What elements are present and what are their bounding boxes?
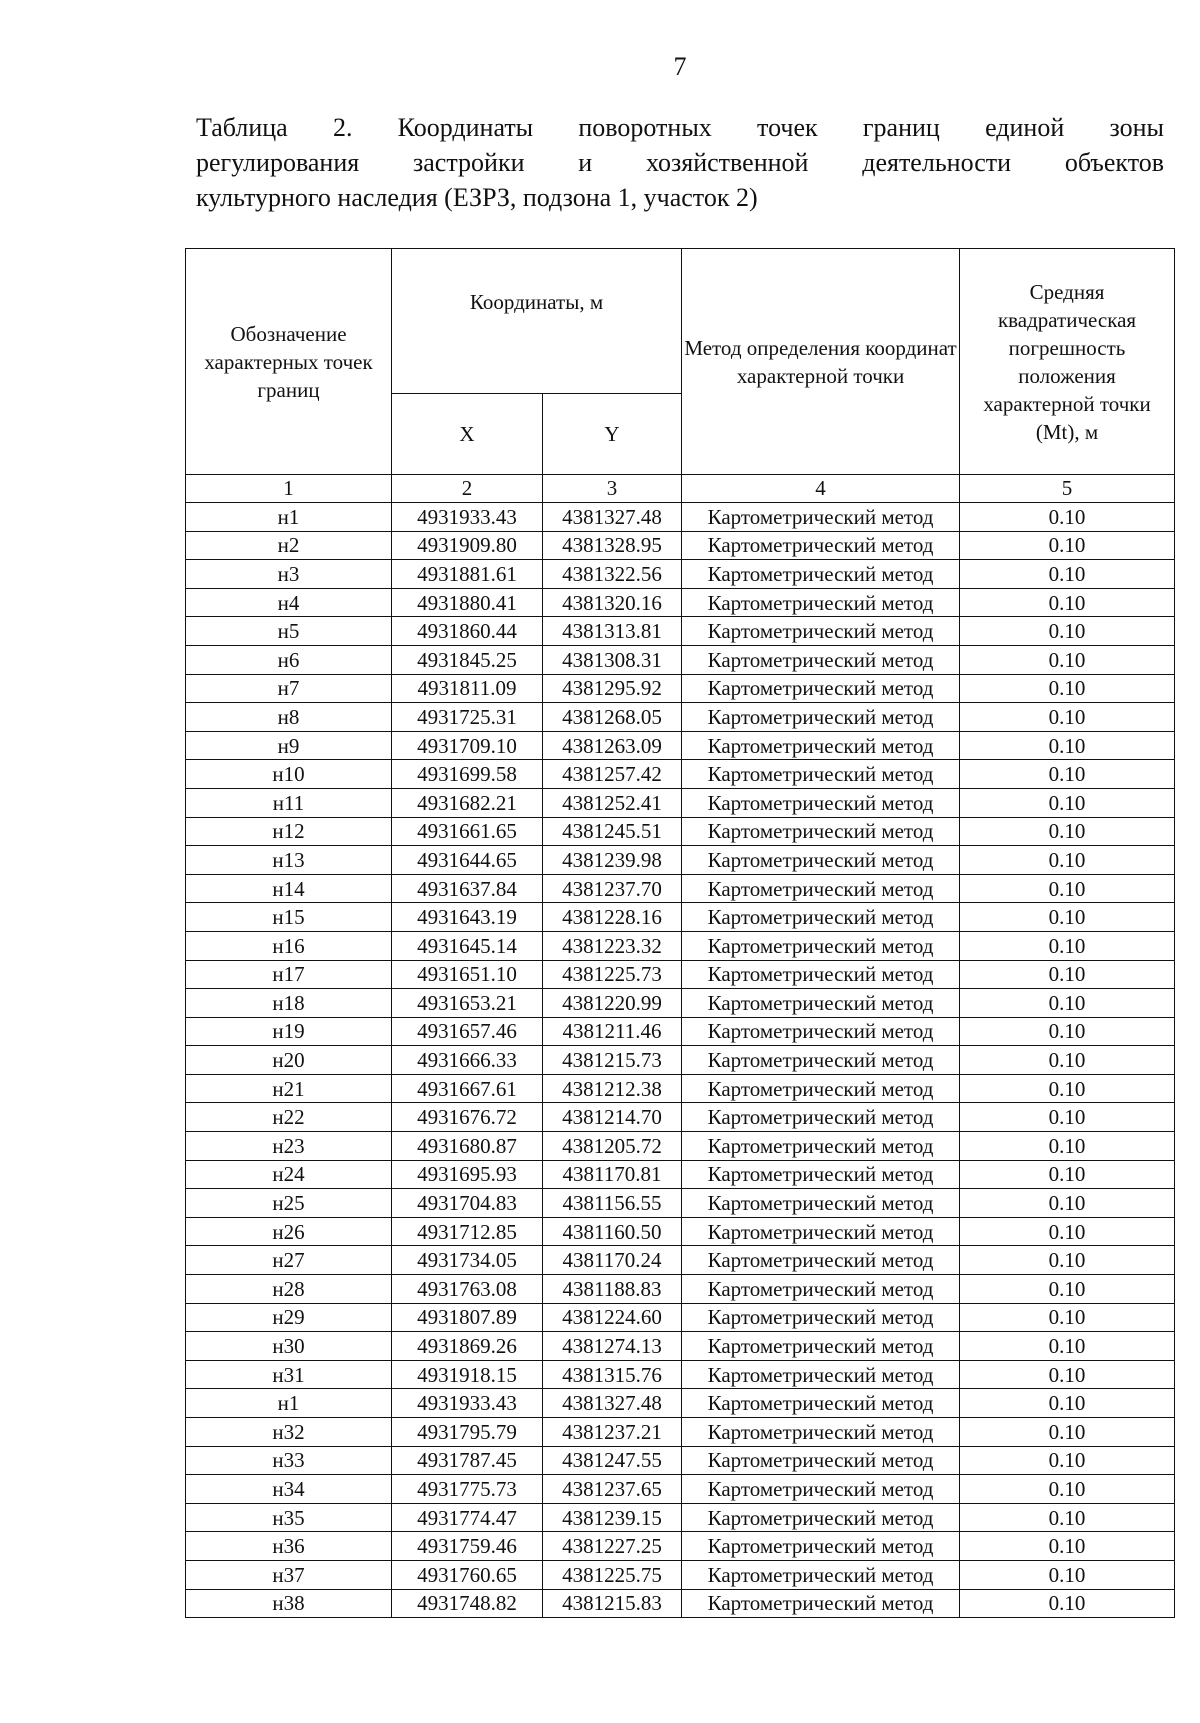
method-cell: Картометрический метод bbox=[682, 531, 960, 560]
method-cell: Картометрический метод bbox=[682, 1217, 960, 1246]
y-cell: 4381237.21 bbox=[543, 1418, 682, 1447]
y-cell: 4381188.83 bbox=[543, 1275, 682, 1304]
table-row bbox=[186, 874, 1175, 903]
table-row bbox=[186, 1046, 1175, 1075]
method-cell: Картометрический метод bbox=[682, 788, 960, 817]
y-cell: 4381170.24 bbox=[543, 1246, 682, 1275]
y-cell: 4381215.83 bbox=[543, 1589, 682, 1618]
y-cell: 4381237.70 bbox=[543, 874, 682, 903]
point-cell: н25 bbox=[186, 1189, 392, 1218]
y-cell: 4381252.41 bbox=[543, 788, 682, 817]
mt-cell: 0.10 bbox=[960, 531, 1175, 560]
method-cell: Картометрический метод bbox=[682, 588, 960, 617]
point-cell: н16 bbox=[186, 931, 392, 960]
point-cell: н17 bbox=[186, 960, 392, 989]
method-cell: Картометрический метод bbox=[682, 731, 960, 760]
y-cell: 4381247.55 bbox=[543, 1446, 682, 1475]
method-cell: Картометрический метод bbox=[682, 903, 960, 932]
table-row bbox=[186, 1503, 1175, 1532]
y-cell: 4381268.05 bbox=[543, 703, 682, 732]
table-row bbox=[186, 1589, 1175, 1618]
point-cell: н5 bbox=[186, 617, 392, 646]
point-cell: н24 bbox=[186, 1160, 392, 1189]
header-error: Средняя квадратическая погрешность положения характерной точки (Mt), м bbox=[960, 249, 1175, 475]
y-cell: 4381315.76 bbox=[543, 1360, 682, 1389]
point-cell: н38 bbox=[186, 1589, 392, 1618]
method-cell: Картометрический метод bbox=[682, 1446, 960, 1475]
x-cell: 4931811.09 bbox=[392, 674, 543, 703]
point-cell: н18 bbox=[186, 989, 392, 1018]
mt-cell: 0.10 bbox=[960, 1589, 1175, 1618]
x-cell: 4931645.14 bbox=[392, 931, 543, 960]
x-cell: 4931725.31 bbox=[392, 703, 543, 732]
x-cell: 4931651.10 bbox=[392, 960, 543, 989]
mt-cell: 0.10 bbox=[960, 1446, 1175, 1475]
point-cell: н31 bbox=[186, 1360, 392, 1389]
point-cell: н14 bbox=[186, 874, 392, 903]
y-cell: 4381223.32 bbox=[543, 931, 682, 960]
x-cell: 4931734.05 bbox=[392, 1246, 543, 1275]
y-cell: 4381220.99 bbox=[543, 989, 682, 1018]
column-number: 3 bbox=[543, 475, 682, 503]
mt-cell: 0.10 bbox=[960, 617, 1175, 646]
x-cell: 4931880.41 bbox=[392, 588, 543, 617]
point-cell: н35 bbox=[186, 1503, 392, 1532]
method-cell: Картометрический метод bbox=[682, 960, 960, 989]
mt-cell: 0.10 bbox=[960, 788, 1175, 817]
y-cell: 4381322.56 bbox=[543, 560, 682, 589]
mt-cell: 0.10 bbox=[960, 960, 1175, 989]
mt-cell: 0.10 bbox=[960, 1418, 1175, 1447]
column-number: 1 bbox=[186, 475, 392, 503]
point-cell: н4 bbox=[186, 588, 392, 617]
x-cell: 4931709.10 bbox=[392, 731, 543, 760]
point-cell: н27 bbox=[186, 1246, 392, 1275]
y-cell: 4381227.25 bbox=[543, 1532, 682, 1561]
method-cell: Картометрический метод bbox=[682, 617, 960, 646]
mt-cell: 0.10 bbox=[960, 588, 1175, 617]
method-cell: Картометрический метод bbox=[682, 1389, 960, 1418]
method-cell: Картометрический метод bbox=[682, 874, 960, 903]
method-cell: Картометрический метод bbox=[682, 1475, 960, 1504]
caption-line: регулирования застройки и хозяйственной деятельности объектов bbox=[196, 148, 1164, 177]
y-cell: 4381308.31 bbox=[543, 645, 682, 674]
column-number: 2 bbox=[392, 475, 543, 503]
table-row bbox=[186, 788, 1175, 817]
mt-cell: 0.10 bbox=[960, 1503, 1175, 1532]
point-cell: н22 bbox=[186, 1103, 392, 1132]
page-number: 7 bbox=[673, 52, 687, 81]
table-row bbox=[186, 817, 1175, 846]
point-cell: н1 bbox=[186, 1389, 392, 1418]
point-cell: н30 bbox=[186, 1332, 392, 1361]
table-row bbox=[186, 1360, 1175, 1389]
x-cell: 4931643.19 bbox=[392, 903, 543, 932]
method-cell: Картометрический метод bbox=[682, 1503, 960, 1532]
point-cell: н15 bbox=[186, 903, 392, 932]
x-cell: 4931775.73 bbox=[392, 1475, 543, 1504]
method-cell: Картометрический метод bbox=[682, 1160, 960, 1189]
method-cell: Картометрический метод bbox=[682, 846, 960, 875]
y-cell: 4381228.16 bbox=[543, 903, 682, 932]
y-cell: 4381274.13 bbox=[543, 1332, 682, 1361]
table-row bbox=[186, 731, 1175, 760]
y-cell: 4381237.65 bbox=[543, 1475, 682, 1504]
y-cell: 4381212.38 bbox=[543, 1074, 682, 1103]
y-cell: 4381313.81 bbox=[543, 617, 682, 646]
caption-line: культурного наследия (ЕЗРЗ, подзона 1, участок 2) bbox=[196, 183, 758, 212]
method-cell: Картометрический метод bbox=[682, 1532, 960, 1561]
x-cell: 4931760.65 bbox=[392, 1560, 543, 1589]
y-cell: 4381328.95 bbox=[543, 531, 682, 560]
method-cell: Картометрический метод bbox=[682, 931, 960, 960]
table-row bbox=[186, 531, 1175, 560]
table-row bbox=[186, 674, 1175, 703]
table-row bbox=[186, 1246, 1175, 1275]
x-cell: 4931712.85 bbox=[392, 1217, 543, 1246]
point-cell: н13 bbox=[186, 846, 392, 875]
mt-cell: 0.10 bbox=[960, 560, 1175, 589]
mt-cell: 0.10 bbox=[960, 674, 1175, 703]
mt-cell: 0.10 bbox=[960, 760, 1175, 789]
method-cell: Картометрический метод bbox=[682, 1103, 960, 1132]
mt-cell: 0.10 bbox=[960, 1560, 1175, 1589]
table-row bbox=[186, 903, 1175, 932]
x-cell: 4931869.26 bbox=[392, 1332, 543, 1361]
point-cell: н20 bbox=[186, 1046, 392, 1075]
mt-cell: 0.10 bbox=[960, 903, 1175, 932]
point-cell: н7 bbox=[186, 674, 392, 703]
mt-cell: 0.10 bbox=[960, 1246, 1175, 1275]
y-cell: 4381225.75 bbox=[543, 1560, 682, 1589]
x-cell: 4931695.93 bbox=[392, 1160, 543, 1189]
table-row bbox=[186, 1532, 1175, 1561]
point-cell: н2 bbox=[186, 531, 392, 560]
mt-cell: 0.10 bbox=[960, 1532, 1175, 1561]
point-cell: н3 bbox=[186, 560, 392, 589]
x-cell: 4931933.43 bbox=[392, 503, 543, 532]
x-cell: 4931763.08 bbox=[392, 1275, 543, 1304]
table-row bbox=[186, 1446, 1175, 1475]
method-cell: Картометрический метод bbox=[682, 760, 960, 789]
point-cell: н28 bbox=[186, 1275, 392, 1304]
point-cell: н32 bbox=[186, 1418, 392, 1447]
x-cell: 4931881.61 bbox=[392, 560, 543, 589]
mt-cell: 0.10 bbox=[960, 1360, 1175, 1389]
x-cell: 4931653.21 bbox=[392, 989, 543, 1018]
x-cell: 4931704.83 bbox=[392, 1189, 543, 1218]
method-cell: Картометрический метод bbox=[682, 1132, 960, 1161]
mt-cell: 0.10 bbox=[960, 1017, 1175, 1046]
header-method: Метод определения координат характерной точки bbox=[682, 249, 960, 475]
point-cell: н6 bbox=[186, 645, 392, 674]
header-designation: Обозначение характерных точек границ bbox=[186, 249, 392, 475]
point-cell: н10 bbox=[186, 760, 392, 789]
table-row bbox=[186, 1560, 1175, 1589]
method-cell: Картометрический метод bbox=[682, 1332, 960, 1361]
method-cell: Картометрический метод bbox=[682, 1074, 960, 1103]
x-cell: 4931774.47 bbox=[392, 1503, 543, 1532]
mt-cell: 0.10 bbox=[960, 1046, 1175, 1075]
y-cell: 4381257.42 bbox=[543, 760, 682, 789]
mt-cell: 0.10 bbox=[960, 1389, 1175, 1418]
x-cell: 4931657.46 bbox=[392, 1017, 543, 1046]
table-row bbox=[186, 703, 1175, 732]
y-cell: 4381225.73 bbox=[543, 960, 682, 989]
x-cell: 4931807.89 bbox=[392, 1303, 543, 1332]
x-cell: 4931667.61 bbox=[392, 1074, 543, 1103]
x-cell: 4931748.82 bbox=[392, 1589, 543, 1618]
mt-cell: 0.10 bbox=[960, 1275, 1175, 1304]
table-row bbox=[186, 1418, 1175, 1447]
point-cell: н8 bbox=[186, 703, 392, 732]
mt-cell: 0.10 bbox=[960, 1132, 1175, 1161]
table-row bbox=[186, 1160, 1175, 1189]
mt-cell: 0.10 bbox=[960, 874, 1175, 903]
table-row bbox=[186, 503, 1175, 532]
point-cell: н29 bbox=[186, 1303, 392, 1332]
x-cell: 4931644.65 bbox=[392, 846, 543, 875]
y-cell: 4381239.15 bbox=[543, 1503, 682, 1532]
mt-cell: 0.10 bbox=[960, 503, 1175, 532]
method-cell: Картометрический метод bbox=[682, 703, 960, 732]
mt-cell: 0.10 bbox=[960, 1217, 1175, 1246]
table-body bbox=[186, 503, 1175, 1618]
mt-cell: 0.10 bbox=[960, 703, 1175, 732]
table-row bbox=[186, 645, 1175, 674]
header-coordinates: Координаты, м bbox=[392, 249, 682, 394]
table-row bbox=[186, 931, 1175, 960]
table-row bbox=[186, 1132, 1175, 1161]
y-cell: 4381214.70 bbox=[543, 1103, 682, 1132]
point-cell: н19 bbox=[186, 1017, 392, 1046]
point-cell: н37 bbox=[186, 1560, 392, 1589]
point-cell: н26 bbox=[186, 1217, 392, 1246]
table-row bbox=[186, 617, 1175, 646]
mt-cell: 0.10 bbox=[960, 846, 1175, 875]
method-cell: Картометрический метод bbox=[682, 1246, 960, 1275]
y-cell: 4381320.16 bbox=[543, 588, 682, 617]
x-cell: 4931918.15 bbox=[392, 1360, 543, 1389]
mt-cell: 0.10 bbox=[960, 1475, 1175, 1504]
header-y: Y bbox=[543, 394, 682, 475]
x-cell: 4931933.43 bbox=[392, 1389, 543, 1418]
x-cell: 4931682.21 bbox=[392, 788, 543, 817]
mt-cell: 0.10 bbox=[960, 1074, 1175, 1103]
table-row bbox=[186, 1332, 1175, 1361]
point-cell: н36 bbox=[186, 1532, 392, 1561]
point-cell: н33 bbox=[186, 1446, 392, 1475]
point-cell: н23 bbox=[186, 1132, 392, 1161]
method-cell: Картометрический метод bbox=[682, 503, 960, 532]
y-cell: 4381295.92 bbox=[543, 674, 682, 703]
method-cell: Картометрический метод bbox=[682, 989, 960, 1018]
coordinates-table bbox=[185, 248, 1175, 1618]
table-row bbox=[186, 960, 1175, 989]
method-cell: Картометрический метод bbox=[682, 1360, 960, 1389]
point-cell: н11 bbox=[186, 788, 392, 817]
method-cell: Картометрический метод bbox=[682, 560, 960, 589]
x-cell: 4931909.80 bbox=[392, 531, 543, 560]
point-cell: н1 bbox=[186, 503, 392, 532]
method-cell: Картометрический метод bbox=[682, 674, 960, 703]
method-cell: Картометрический метод bbox=[682, 1017, 960, 1046]
caption-line: Таблица 2. Координаты поворотных точек границ единой зоны bbox=[196, 113, 1164, 142]
method-cell: Картометрический метод bbox=[682, 1560, 960, 1589]
mt-cell: 0.10 bbox=[960, 1332, 1175, 1361]
y-cell: 4381156.55 bbox=[543, 1189, 682, 1218]
y-cell: 4381224.60 bbox=[543, 1303, 682, 1332]
x-cell: 4931795.79 bbox=[392, 1418, 543, 1447]
x-cell: 4931637.84 bbox=[392, 874, 543, 903]
x-cell: 4931787.45 bbox=[392, 1446, 543, 1475]
y-cell: 4381263.09 bbox=[543, 731, 682, 760]
mt-cell: 0.10 bbox=[960, 731, 1175, 760]
table-row bbox=[186, 1475, 1175, 1504]
x-cell: 4931676.72 bbox=[392, 1103, 543, 1132]
y-cell: 4381245.51 bbox=[543, 817, 682, 846]
column-number: 4 bbox=[682, 475, 960, 503]
y-cell: 4381239.98 bbox=[543, 846, 682, 875]
method-cell: Картометрический метод bbox=[682, 1303, 960, 1332]
table-row bbox=[186, 560, 1175, 589]
mt-cell: 0.10 bbox=[960, 931, 1175, 960]
y-cell: 4381327.48 bbox=[543, 503, 682, 532]
table-row bbox=[186, 588, 1175, 617]
method-cell: Картометрический метод bbox=[682, 1046, 960, 1075]
table-row bbox=[186, 1275, 1175, 1304]
x-cell: 4931759.46 bbox=[392, 1532, 543, 1561]
x-cell: 4931666.33 bbox=[392, 1046, 543, 1075]
table-caption bbox=[196, 110, 1164, 215]
y-cell: 4381211.46 bbox=[543, 1017, 682, 1046]
mt-cell: 0.10 bbox=[960, 817, 1175, 846]
table-row bbox=[186, 760, 1175, 789]
y-cell: 4381160.50 bbox=[543, 1217, 682, 1246]
mt-cell: 0.10 bbox=[960, 645, 1175, 674]
y-cell: 4381170.81 bbox=[543, 1160, 682, 1189]
method-cell: Картометрический метод bbox=[682, 1189, 960, 1218]
table-row bbox=[186, 989, 1175, 1018]
table-row bbox=[186, 1303, 1175, 1332]
table-row bbox=[186, 1217, 1175, 1246]
table-row bbox=[186, 1389, 1175, 1418]
x-cell: 4931680.87 bbox=[392, 1132, 543, 1161]
method-cell: Картометрический метод bbox=[682, 817, 960, 846]
method-cell: Картометрический метод bbox=[682, 1589, 960, 1618]
mt-cell: 0.10 bbox=[960, 1160, 1175, 1189]
table-row bbox=[186, 1074, 1175, 1103]
y-cell: 4381215.73 bbox=[543, 1046, 682, 1075]
table-row bbox=[186, 846, 1175, 875]
mt-cell: 0.10 bbox=[960, 1189, 1175, 1218]
table-row bbox=[186, 1017, 1175, 1046]
table-row bbox=[186, 1103, 1175, 1132]
method-cell: Картометрический метод bbox=[682, 1275, 960, 1304]
point-cell: н34 bbox=[186, 1475, 392, 1504]
point-cell: н12 bbox=[186, 817, 392, 846]
y-cell: 4381327.48 bbox=[543, 1389, 682, 1418]
x-cell: 4931699.58 bbox=[392, 760, 543, 789]
method-cell: Картометрический метод bbox=[682, 1418, 960, 1447]
mt-cell: 0.10 bbox=[960, 1303, 1175, 1332]
column-number: 5 bbox=[960, 475, 1175, 503]
x-cell: 4931860.44 bbox=[392, 617, 543, 646]
y-cell: 4381205.72 bbox=[543, 1132, 682, 1161]
x-cell: 4931661.65 bbox=[392, 817, 543, 846]
mt-cell: 0.10 bbox=[960, 1103, 1175, 1132]
method-cell: Картометрический метод bbox=[682, 645, 960, 674]
table-row bbox=[186, 1189, 1175, 1218]
point-cell: н21 bbox=[186, 1074, 392, 1103]
point-cell: н9 bbox=[186, 731, 392, 760]
header-x: X bbox=[392, 394, 543, 475]
x-cell: 4931845.25 bbox=[392, 645, 543, 674]
mt-cell: 0.10 bbox=[960, 989, 1175, 1018]
